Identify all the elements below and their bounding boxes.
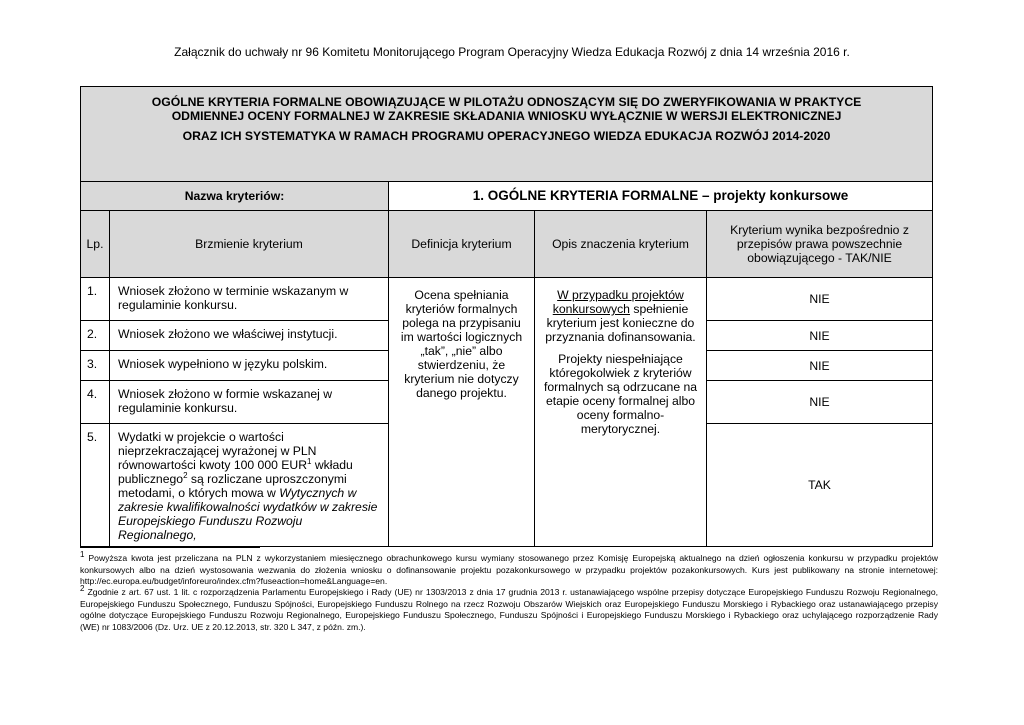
footnote-ref-1: 1 — [307, 456, 312, 466]
footnote-num: 1 — [80, 550, 85, 560]
row-text-part2: wkładu publicznego — [118, 458, 353, 486]
col-header-opis: Opis znaczenia kryterium — [535, 211, 707, 278]
page-header: Załącznik do uchwały nr 96 Komitetu Monitorującego Program Operacyjny Wiedza Edukacja Rozwój z dnia 14 września 2016 r. — [174, 45, 850, 59]
col-header-brzmienie: Brzmienie kryterium — [110, 211, 389, 278]
table-row — [81, 278, 933, 321]
title-line-2: ODMIENNEJ OCENY FORMALNEJ W ZAKRESIE SKŁADANIA WNIOSKU WYŁĄCZNIE W WERSJI ELEKTRONICZNEJ — [171, 109, 842, 123]
column-headers — [81, 211, 933, 278]
opis-text — [535, 288, 706, 344]
row-lp: 4. — [81, 381, 110, 424]
row-value: NIE — [707, 321, 933, 351]
row-value: NIE — [707, 351, 933, 381]
footnote-separator — [80, 547, 260, 548]
col-header-definicja: Definicja kryterium — [389, 211, 535, 278]
row-text-part1: Wydatki w projekcie o wartości nieprzekraczającej wyrażonej w PLN równowartości kwoty 100 000 EUR — [118, 430, 317, 472]
table-title — [81, 87, 933, 182]
col-header-wynika: Kryterium wynika bezpośrednio z przepisów prawa powszechnie obowiązującego - TAK/NIE — [707, 211, 933, 278]
criteria-name-value: 1. OGÓLNE KRYTERIA FORMALNE – projekty konkursowe — [389, 182, 933, 211]
row-text — [110, 424, 389, 547]
definicja-text: Ocena spełniania kryteriów formalnych polega na przypisaniu im wartości logicznych „tak”, „nie” albo stwierdzeniu, że kryterium nie dotyczy danego projektu. — [400, 288, 523, 400]
opis-underlined: W przypadku projektów konkursowych — [552, 288, 684, 316]
row-value: NIE — [707, 278, 933, 321]
row-lp: 5. — [81, 424, 110, 547]
opis-rest: spełnienie kryterium jest konieczne do przyznania dofinansowania. — [545, 302, 696, 344]
row-lp: 1. — [81, 278, 110, 321]
opis-cell — [535, 278, 707, 547]
footnote-num: 2 — [80, 584, 85, 594]
row-text: Wniosek złożono w formie wskazanej w regulaminie konkursu. — [110, 381, 389, 424]
criteria-name-label: Nazwa kryteriów: — [81, 182, 389, 211]
footnote-2 — [80, 584, 938, 633]
col-header-lp: Lp. — [81, 211, 110, 278]
footnote-text: Zgodnie z art. 67 ust. 1 lit. c rozporządzenia Parlamentu Europejskiego i Rady (UE) nr 1303/2013 z dnia 17 grudnia 2013 r. ustanawiającego wspólne przepisy dotyczące Europejskiego Funduszu Rozwoju Regionalnego, Europejskiego Funduszu Społecznego, Funduszu Spójności, Europejskiego Funduszu Rolnego na rzecz Rozwoju Obszarów Wiejskich oraz Europejskiego Funduszu Morskiego i Rybackiego oraz ustanawiającego przepisy ogólne dotyczące Europejskiego Funduszu Rozwoju Regionalnego, Europejskiego Funduszu Społecznego, Funduszu Spójności i Europejskiego Funduszu Morskiego i Rybackiego oraz uchylającego rozporządzenie Rady (WE) nr 1083/2006 (Dz. Urz. UE z 20.12.2013, str. 320 L 347, z późn. zm.). — [80, 587, 938, 632]
footnote-1 — [80, 550, 938, 588]
row-text: Wniosek złożono we właściwej instytucji. — [110, 321, 389, 351]
row-lp: 2. — [81, 321, 110, 351]
footnote-ref-2: 2 — [183, 470, 188, 480]
row-value: NIE — [707, 381, 933, 424]
row-lp: 3. — [81, 351, 110, 381]
row-text: Wniosek złożono w terminie wskazanym w regulaminie konkursu. — [110, 278, 389, 321]
row-text-italic: Wytycznych w zakresie kwalifikowalności wydatków w zakresie Europejskiego Funduszu Rozwoju Regionalnego, — [118, 486, 378, 542]
opis-para2: Projekty niespełniające któregokolwiek z kryteriów formalnych są odrzucane na etapie oceny formalnej albo oceny formalno-merytorycznej. — [543, 352, 698, 436]
definicja-cell — [389, 278, 535, 547]
row-text: Wniosek wypełniono w języku polskim. — [110, 351, 389, 381]
row-value: TAK — [707, 424, 933, 547]
row-text-part3: są rozliczane uproszczonymi metodami, o których mowa w — [118, 472, 347, 500]
criteria-table — [80, 86, 933, 547]
footnote-text: Powyższa kwota jest przeliczana na PLN z wykorzystaniem miesięcznego obrachunkowego kursu wymiany stosowanego przez Komisję Europejską aktualnego na dzień ogłoszenia konkursu w przypadku projektów konkursowych albo na dzień wystosowania wezwania do złożenia wniosku o dofinansowanie projektu pozakonkursowego w przypadku projektów pozakonkursowych. Kurs jest publikowany na stronie internetowej: http://ec.europa.eu/budget/inforeuro/index.cfm?fuseaction=home&Language=en. — [80, 553, 938, 587]
title-line-3: ORAZ ICH SYSTEMATYKA W RAMACH PROGRAMU OPERACYJNEGO WIEDZA EDUKACJA ROZWÓJ 2014-2020 — [182, 129, 831, 143]
title-line-1: OGÓLNE KRYTERIA FORMALNE OBOWIĄZUJĄCE W PILOTAŻU ODNOSZĄCYM SIĘ DO ZWERYFIKOWANIA W PRAKTYCE — [151, 95, 862, 109]
